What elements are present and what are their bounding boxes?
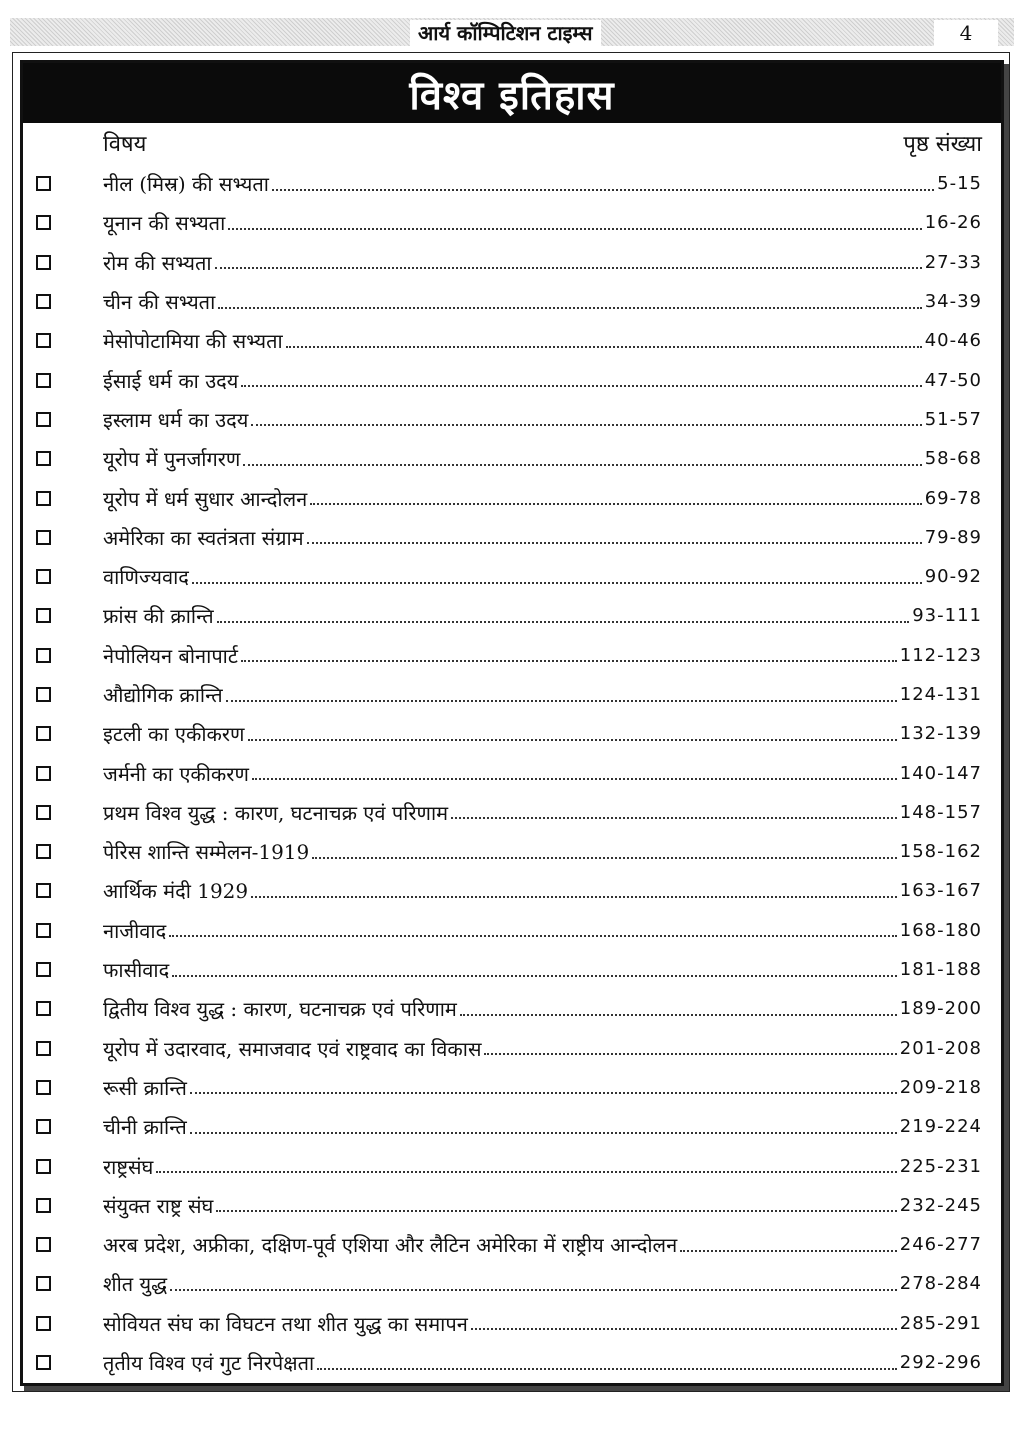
toc-page-range: 27-33 (924, 251, 982, 273)
toc-page-range: 148-157 (899, 801, 982, 823)
toc-topic: यूरोप में उदारवाद, समाजवाद एवं राष्ट्रवाद का विकास (103, 1036, 482, 1061)
toc-topic: संयुक्त राष्ट्र संघ (103, 1193, 214, 1218)
page-number: 4 (934, 20, 998, 46)
checkbox-square-icon (36, 1276, 51, 1291)
checkbox-square-icon (36, 1119, 51, 1134)
toc-page-range: 51-57 (924, 408, 982, 430)
toc-page-range: 79-89 (924, 526, 982, 548)
checkbox-square-icon (36, 1080, 51, 1095)
toc-page-range: 112-123 (899, 644, 982, 666)
toc-entry (30, 439, 982, 478)
dot-leader (228, 228, 921, 230)
toc-entry (30, 871, 982, 910)
dot-leader (307, 542, 922, 544)
dot-leader (241, 660, 897, 662)
dot-leader (215, 267, 922, 269)
toc-topic: आर्थिक मंदी 1929 (103, 879, 249, 904)
checkbox-square-icon (36, 373, 51, 388)
toc-page-range: 58-68 (924, 448, 982, 470)
dot-leader (217, 621, 910, 623)
dot-leader (241, 385, 921, 387)
toc-page-range: 225-231 (899, 1155, 982, 1177)
checkbox-square-icon (36, 648, 51, 663)
checkbox-square-icon (36, 412, 51, 427)
toc-entry (30, 1146, 982, 1185)
toc-page-range: 124-131 (899, 684, 982, 705)
toc-page-range: 189-200 (899, 998, 982, 1020)
checkbox-square-icon (36, 883, 51, 898)
checkbox-square-icon (36, 1001, 51, 1016)
checkbox-square-icon (36, 844, 51, 859)
toc-entry (30, 321, 982, 360)
dot-leader (192, 582, 922, 584)
toc-entry (30, 282, 982, 321)
toc-entry (30, 1343, 982, 1382)
dot-leader (172, 975, 897, 977)
toc-page-range: 246-277 (899, 1234, 982, 1256)
checkbox-square-icon (36, 726, 51, 741)
dot-leader (484, 1053, 896, 1055)
dot-leader (226, 700, 897, 702)
toc-topic: नील (मिस्र) की सभ्यता (103, 172, 269, 197)
section-title: विश्व इतिहास (409, 72, 615, 119)
running-header-title: आर्य कॉम्पिटिशन टाइम्स (410, 20, 601, 46)
toc-topic: शीत युद्ध (103, 1272, 168, 1297)
column-header-topic: विषय (103, 132, 147, 157)
toc-entry (30, 360, 982, 399)
checkbox-square-icon (36, 1316, 51, 1331)
checkbox-square-icon (36, 766, 51, 781)
toc-page-range: 158-162 (899, 841, 982, 863)
checkbox-square-icon (36, 1041, 51, 1056)
toc-page-range: 5-15 (937, 173, 982, 195)
dot-leader (312, 857, 897, 859)
toc-entry (30, 753, 982, 792)
toc-entry (30, 714, 982, 753)
dot-leader (310, 503, 921, 505)
section-title-bar (23, 63, 1001, 123)
toc-entry (30, 636, 982, 675)
checkbox-square-icon (36, 451, 51, 466)
checkbox-square-icon (36, 530, 51, 545)
dot-leader (680, 1250, 897, 1252)
toc-entry (30, 1304, 982, 1343)
toc-entry (30, 1186, 982, 1225)
toc-page-range: 69-78 (924, 487, 982, 509)
toc-page-range: 163-167 (899, 880, 982, 902)
dot-leader (251, 896, 897, 898)
toc-entry (30, 518, 982, 557)
checkbox-square-icon (36, 491, 51, 506)
toc-entry (30, 557, 982, 596)
toc-topic: यूनान की सभ्यता (103, 211, 226, 236)
toc-topic: इटली का एकीकरण (103, 722, 245, 747)
toc-topic: द्वितीय विश्व युद्ध : कारण, घटनाचक्र एवं परिणाम (103, 997, 457, 1022)
dot-leader (190, 1132, 897, 1134)
dot-leader (317, 1368, 897, 1370)
table-of-contents (30, 164, 982, 1382)
toc-topic: वाणिज्यवाद (103, 565, 189, 590)
toc-entry (30, 1225, 982, 1264)
toc-page-range: 209-218 (899, 1076, 982, 1098)
toc-page-range: 132-139 (899, 723, 982, 745)
dot-leader (286, 346, 922, 348)
toc-topic: यूरोप में धर्म सुधार आन्दोलन (103, 486, 308, 511)
toc-entry (30, 1029, 982, 1068)
toc-entry (30, 1107, 982, 1146)
dot-leader (170, 1289, 897, 1291)
toc-page-range: 90-92 (924, 566, 982, 588)
toc-page-range: 219-224 (899, 1116, 982, 1138)
checkbox-square-icon (36, 176, 51, 191)
dot-leader (156, 1171, 896, 1173)
dot-leader (248, 739, 897, 741)
toc-page-range: 201-208 (899, 1037, 982, 1059)
toc-topic: रूसी क्रान्ति (103, 1075, 187, 1100)
toc-entry (30, 596, 982, 635)
toc-page-range: 181-188 (899, 959, 982, 981)
toc-topic: प्रथम विश्व युद्ध : कारण, घटनाचक्र एवं परिणाम (103, 800, 449, 825)
checkbox-square-icon (36, 569, 51, 584)
toc-topic: तृतीय विश्व एवं गुट निरपेक्षता (103, 1351, 315, 1376)
toc-topic: चीन की सभ्यता (103, 290, 216, 315)
toc-entry (30, 400, 982, 439)
checkbox-square-icon (36, 962, 51, 977)
toc-topic: अरब प्रदेश, अफ्रीका, दक्षिण-पूर्व एशिया और लैटिन अमेरिका में राष्ट्रीय आन्दोलन (103, 1233, 678, 1258)
toc-page-range: 34-39 (924, 291, 982, 313)
checkbox-square-icon (36, 923, 51, 938)
toc-entry (30, 793, 982, 832)
toc-topic: सोवियत संघ का विघटन तथा शीत युद्ध का समापन (103, 1311, 468, 1336)
toc-page-range: 16-26 (924, 212, 982, 234)
toc-topic: पेरिस शान्ति सम्मेलन-1919 (103, 840, 310, 865)
toc-entry (30, 950, 982, 989)
toc-topic: इस्लाम धर्म का उदय (103, 407, 249, 432)
toc-page-range: 40-46 (924, 330, 982, 352)
toc-topic: ईसाई धर्म का उदय (103, 368, 239, 393)
dot-leader (252, 778, 897, 780)
toc-entry (30, 478, 982, 517)
dot-leader (218, 307, 921, 309)
checkbox-square-icon (36, 294, 51, 309)
toc-page-range: 168-180 (899, 919, 982, 941)
dot-leader (190, 1092, 897, 1094)
toc-entry (30, 911, 982, 950)
checkbox-square-icon (36, 255, 51, 270)
checkbox-square-icon (36, 333, 51, 348)
toc-page-range: 292-296 (899, 1352, 982, 1374)
toc-entry (30, 203, 982, 242)
checkbox-square-icon (36, 215, 51, 230)
checkbox-square-icon (36, 1237, 51, 1252)
dot-leader (460, 1014, 897, 1016)
toc-entry (30, 1068, 982, 1107)
dot-leader (216, 1210, 896, 1212)
toc-topic: फ्रांस की क्रान्ति (103, 604, 214, 629)
toc-topic: अमेरिका का स्वतंत्रता संग्राम (103, 525, 304, 550)
toc-topic: नाजीवाद (103, 918, 167, 943)
toc-entry (30, 989, 982, 1028)
checkbox-square-icon (36, 805, 51, 820)
toc-topic: यूरोप में पुनर्जागरण (103, 447, 241, 472)
checkbox-square-icon (36, 1198, 51, 1213)
checkbox-square-icon (36, 608, 51, 623)
toc-page-range: 232-245 (899, 1194, 982, 1216)
toc-topic: रोम की सभ्यता (103, 250, 212, 275)
toc-topic: जर्मनी का एकीकरण (103, 761, 249, 786)
toc-entry (30, 1264, 982, 1303)
checkbox-square-icon (36, 1159, 51, 1174)
toc-topic: मेसोपोटामिया की सभ्यता (103, 329, 283, 354)
checkbox-square-icon (36, 1355, 51, 1370)
toc-topic: चीनी क्रान्ति (103, 1115, 187, 1140)
dot-leader (451, 817, 897, 819)
dot-leader (243, 464, 921, 466)
toc-entry (30, 675, 982, 714)
checkbox-square-icon (36, 687, 51, 702)
toc-page-range: 278-284 (899, 1273, 982, 1295)
toc-page-range: 140-147 (899, 762, 982, 784)
toc-page-range: 47-50 (924, 369, 982, 391)
toc-entry (30, 243, 982, 282)
toc-topic: नेपोलियन बोनापार्ट (103, 643, 238, 668)
toc-topic: राष्ट्रसंघ (103, 1154, 154, 1179)
toc-entry (30, 832, 982, 871)
dot-leader (251, 424, 921, 426)
dot-leader (471, 1328, 897, 1330)
toc-page-range: 93-111 (912, 605, 982, 627)
toc-topic: औद्योगिक क्रान्ति (103, 683, 223, 707)
dot-leader (272, 189, 934, 191)
column-header-pages: पृष्ठ संख्या (903, 132, 982, 157)
toc-entry (30, 164, 982, 203)
toc-page-range: 285-291 (899, 1312, 982, 1334)
toc-topic: फासीवाद (103, 958, 170, 983)
dot-leader (169, 935, 897, 937)
